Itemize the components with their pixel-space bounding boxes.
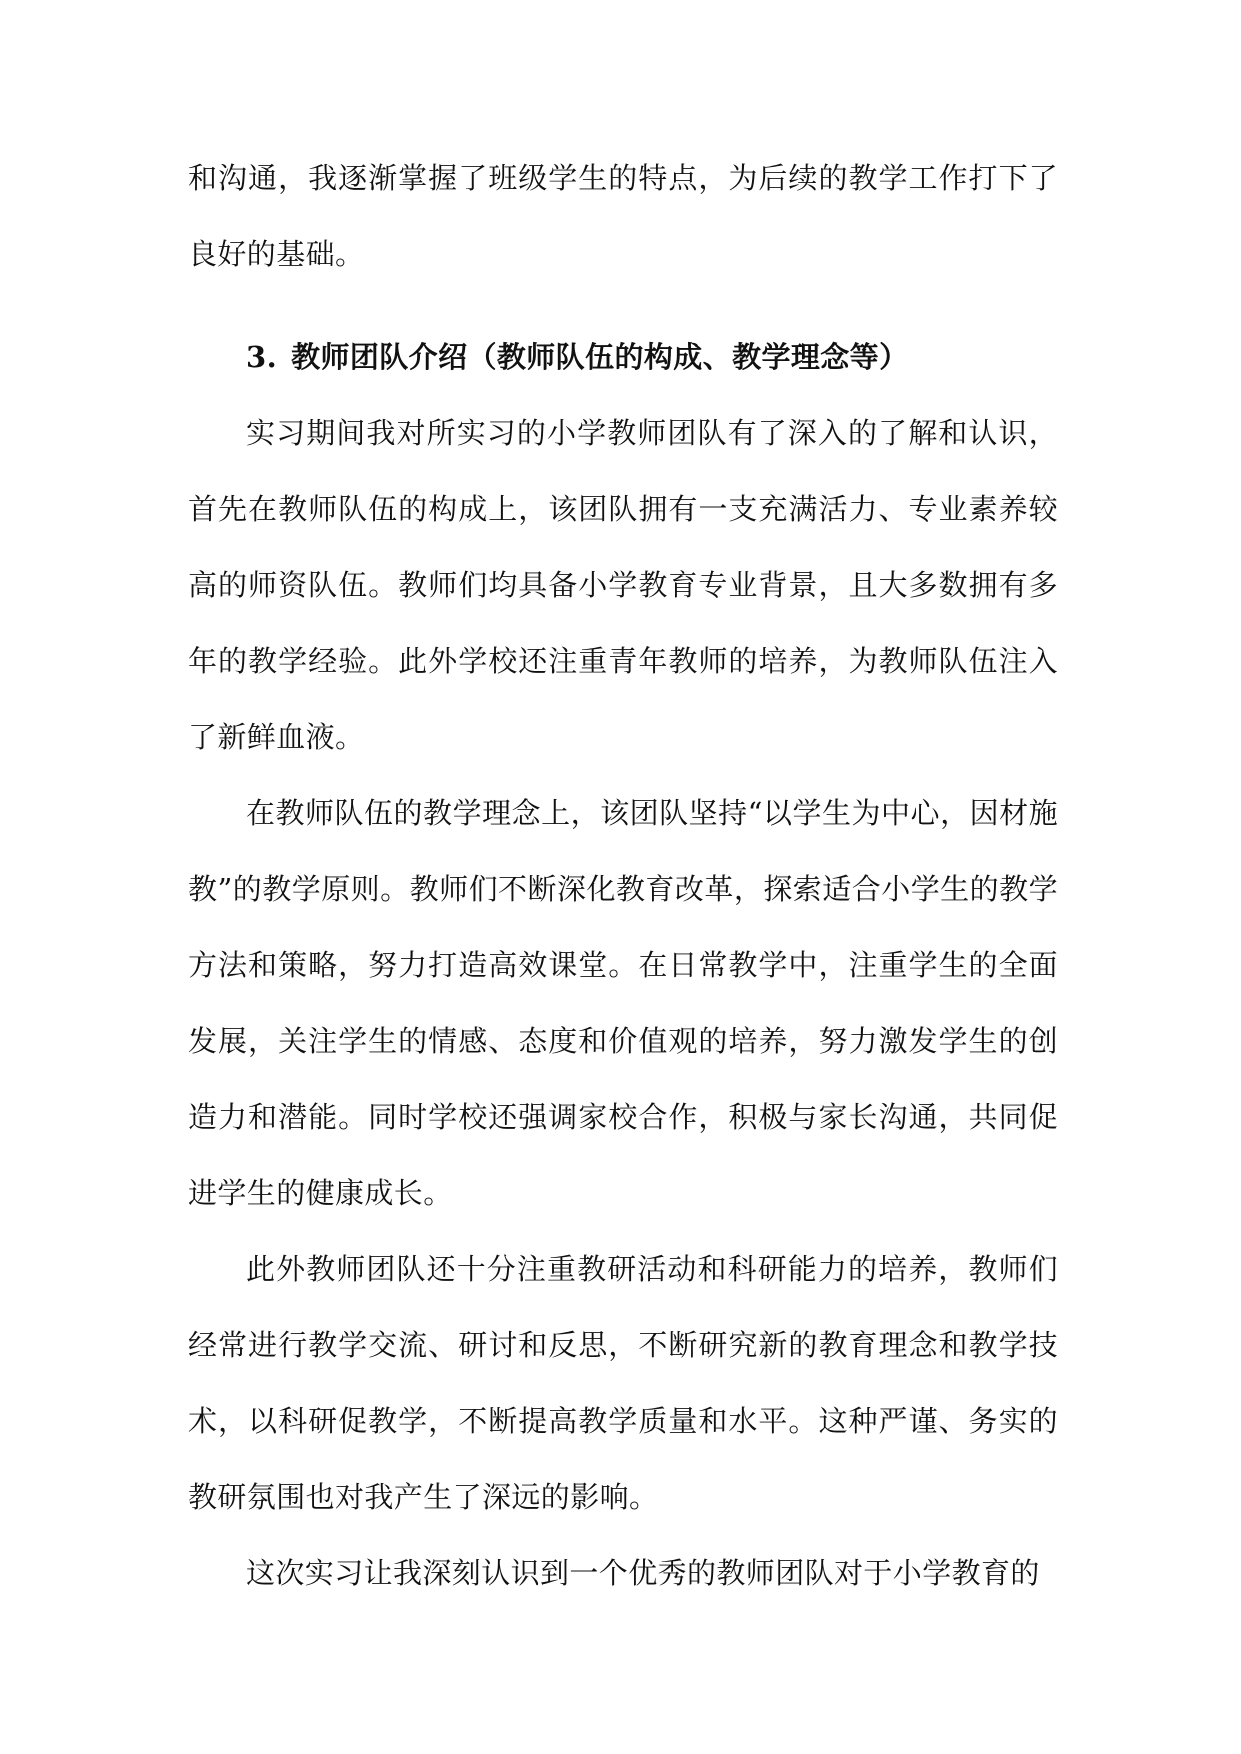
- section-number: 3.: [246, 340, 278, 374]
- paragraph-conclusion-start: 这次实习让我深刻认识到一个优秀的教师团队对于小学教育的: [246, 1556, 1040, 1590]
- section-title: 教师团队介绍（教师队伍的构成、教学理念等）: [291, 340, 909, 374]
- section-heading: [188, 319, 1058, 395]
- document-body: [188, 140, 1058, 1611]
- paragraph-continued: 和沟通，我逐渐掌握了班级学生的特点，为后续的教学工作打下了良好的基础。: [188, 161, 1058, 271]
- paragraph-teaching-philosophy: 在教师队伍的教学理念上，该团队坚持“以学生为中心，因材施教”的教学原则。教师们不断深化教育改革，探索适合小学生的教学方法和策略，努力打造高效课堂。在日常教学中，注重学生的全面发展，关注学生的情感、态度和价值观的培养，努力激发学生的创造力和潜能。同时学校还强调家校合作，积极与家长沟通，共同促进学生的健康成长。: [188, 796, 1058, 1210]
- paragraph-team-composition: 实习期间我对所实习的小学教师团队有了深入的了解和认识，首先在教师队伍的构成上，该团队拥有一支充满活力、专业素养较高的师资队伍。教师们均具备小学教育专业背景，且大多数拥有多年的教学经验。此外学校还注重青年教师的培养，为教师队伍注入了新鲜血液。: [188, 416, 1058, 754]
- paragraph-research: 此外教师团队还十分注重教研活动和科研能力的培养，教师们经常进行教学交流、研讨和反思，不断研究新的教育理念和教学技术，以科研促教学，不断提高教学质量和水平。这种严谨、务实的教研氛围也对我产生了深远的影响。: [188, 1252, 1058, 1514]
